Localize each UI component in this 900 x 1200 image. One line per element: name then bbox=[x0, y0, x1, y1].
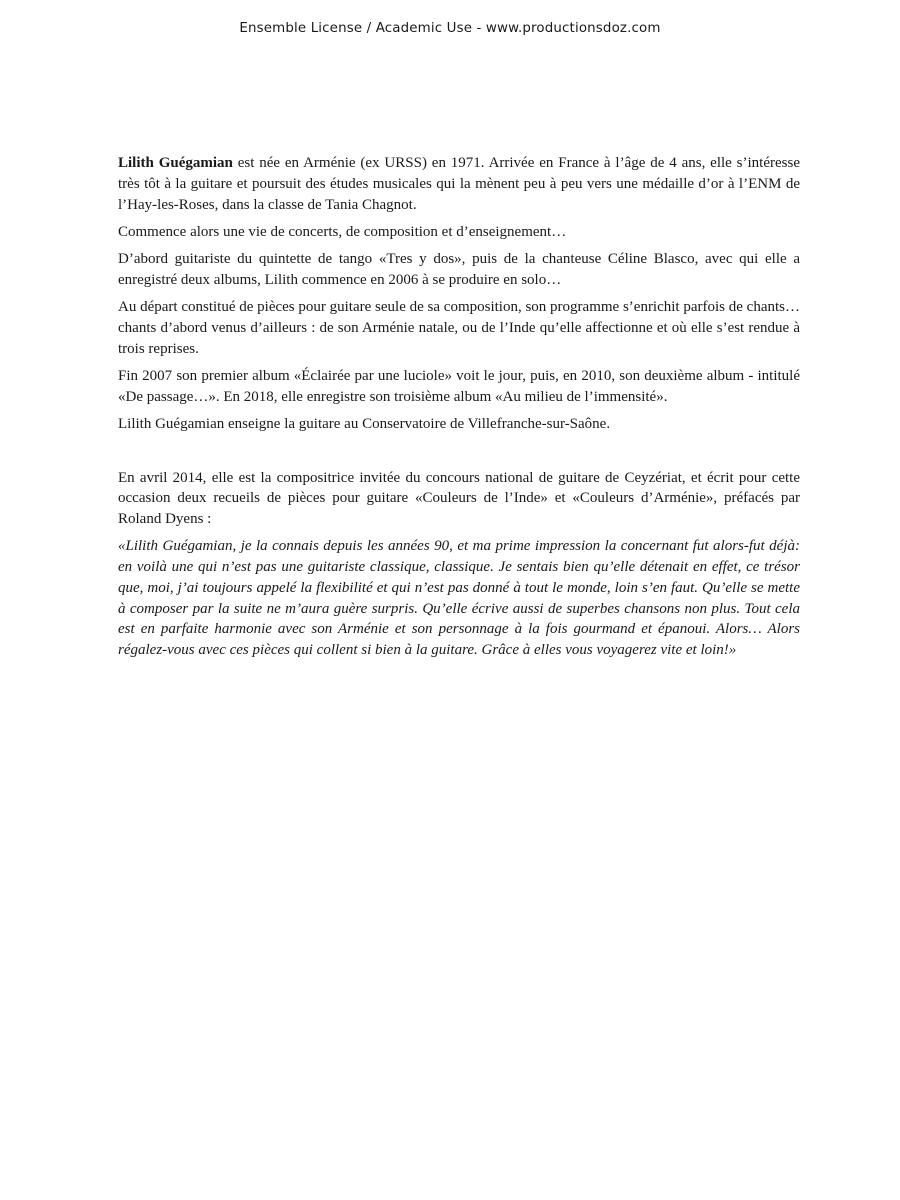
license-header: Ensemble License / Academic Use - www.productionsdoz.com bbox=[239, 21, 661, 36]
bio-paragraph-program: Au départ constitué de pièces pour guitare seule de sa composition, son programme s’enrichit parfois de chants… chants d’abord venus d’ailleurs : de son Arménie natale, ou de l’Inde qu’elle affectionne et où elle s’est rendue à trois reprises. bbox=[118, 298, 800, 357]
bio-paragraph-teaching: Lilith Guégamian enseigne la guitare au Conservatoire de Villefranche-sur-Saône. bbox=[118, 415, 611, 432]
artist-name: Lilith Guégamian bbox=[118, 155, 233, 171]
bio-paragraph-intro bbox=[118, 153, 800, 215]
bio-intro-text: est née en Arménie (ex URSS) en 1971. Arrivée en France à l’âge de 4 ans, elle s’intéresse très tôt à la guitare et poursuit des études musicales qui la mènent peu à peu vers une médaille d’or à l’ENM de l’Hay-les-Roses, dans la classe de Tania Chagnot. bbox=[118, 155, 800, 213]
bio-paragraph-albums: Fin 2007 son premier album «Éclairée par une luciole» voit le jour, puis, en 2010, son deuxième album - intitulé «De passage…». En 2018, elle enregistre son troisième album «Au milieu de l’immensité». bbox=[118, 367, 800, 405]
biography-body bbox=[118, 153, 800, 667]
bio-paragraph-career: Commence alors une vie de concerts, de composition et d’enseignement… bbox=[118, 223, 567, 240]
preface-quote: «Lilith Guégamian, je la connais depuis les années 90, et ma prime impression la concernant fut alors-fut déjà: en voilà une qui n’est pas une guitariste classique, classique. Je sentais bien qu’elle détenait en effet, ce trésor que, moi, j’ai toujours appelé la flexibilité et qui n’est pas donné à tout le monde, loin s’en faut. Qu’elle se mette à composer par la suite ne m’aura guère surpris. Qu’elle écrive aussi de superbes chansons non plus. Tout cela est en parfaite harmonie avec son Arménie et son personnage à la fois gourmand et épanoui. Alors… Alors régalez-vous avec ces pièces qui collent si bien à la guitare. Grâce à elles vous voyagerez vite et loin!» bbox=[118, 538, 800, 659]
bio-paragraph-ensembles: D’abord guitariste du quintette de tango «Tres y dos», puis de la chanteuse Céline Blasco, avec qui elle a enregistré deux albums, Lilith commence en 2006 à se produire en solo… bbox=[118, 250, 800, 288]
competition-paragraph: En avril 2014, elle est la compositrice invitée du concours national de guitare de Ceyzériat, et écrit pour cette occasion deux recueils de pièces pour guitare «Couleurs de l’Inde» et «Couleurs d’Arménie», préfacés par Roland Dyens : bbox=[118, 469, 800, 528]
